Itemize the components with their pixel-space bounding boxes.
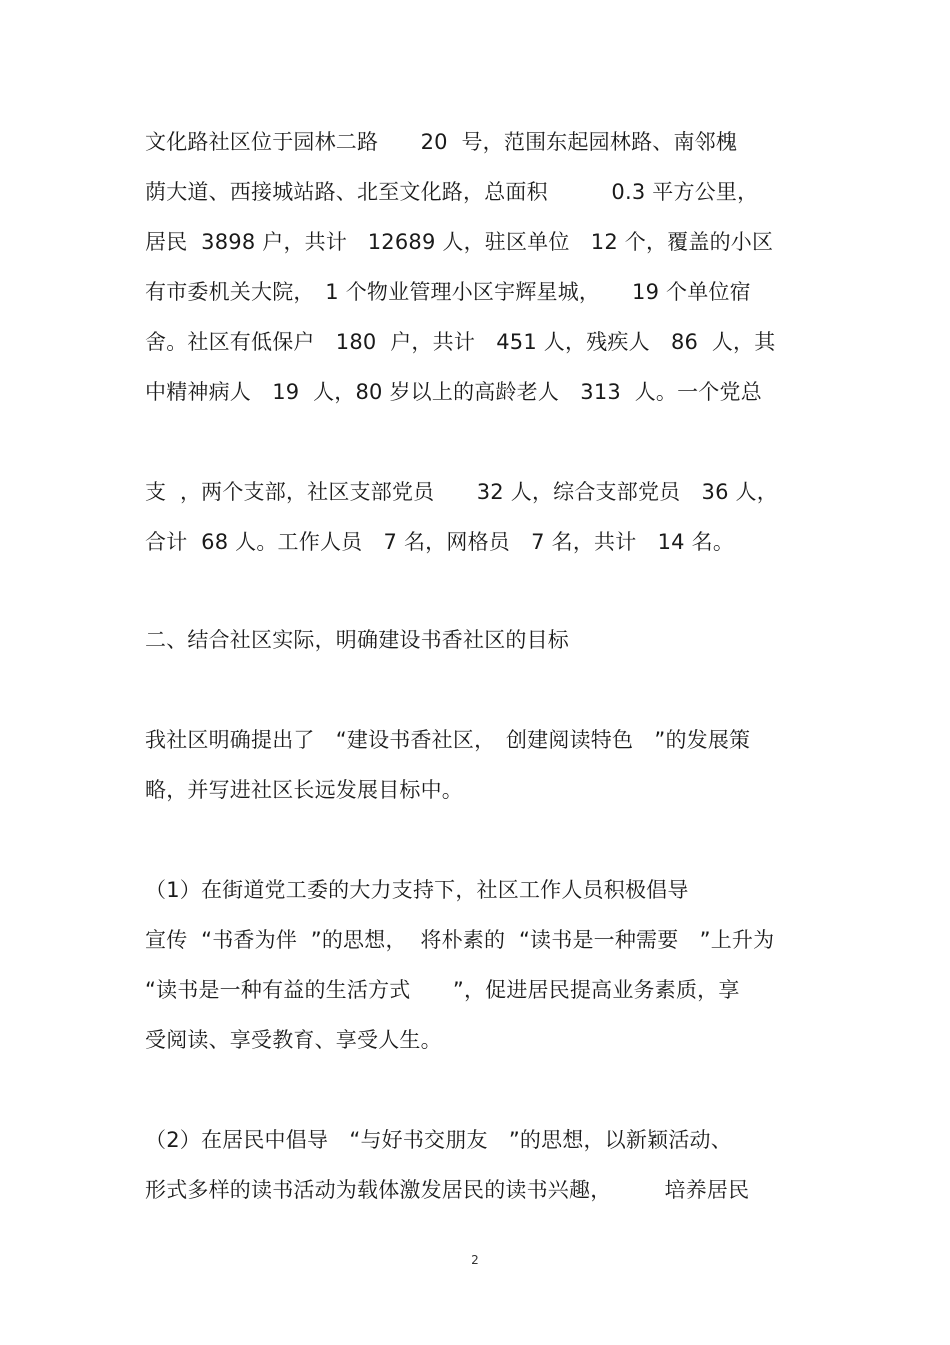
body-text-line: 我社区明确提出了 “建设书香社区， 创建阅读特色 ”的发展策 xyxy=(145,728,751,752)
body-text-line: 有市委机关大院， 1 个物业管理小区宇辉星城， 19 个单位宿 xyxy=(145,280,751,304)
body-text-line: 文化路社区位于园林二路 20 号，范围东起园林路、南邻槐 xyxy=(145,130,738,154)
body-text-line: 中精神病人 19 人，80 岁以上的高龄老人 313 人。一个党总 xyxy=(145,380,762,404)
body-text-line: （2）在居民中倡导 “与好书交朋友 ”的思想，以新颖活动、 xyxy=(145,1128,732,1152)
body-text-line: 略，并写进社区长远发展目标中。 xyxy=(145,778,463,802)
body-text-line: 合计 68 人。工作人员 7 名，网格员 7 名，共计 14 名。 xyxy=(145,530,735,554)
section-heading: 二、结合社区实际，明确建设书香社区的目标 xyxy=(145,628,569,652)
body-text-line: 宣传 “书香为伴 ”的思想， 将朴素的 “读书是一种需要 ”上升为 xyxy=(145,928,775,952)
body-text-line: （1）在街道党工委的大力支持下，社区工作人员积极倡导 xyxy=(145,878,689,902)
body-text-line: 受阅读、享受教育、享受人生。 xyxy=(145,1028,442,1052)
body-text-line: 荫大道、西接城站路、北至文化路，总面积 0.3 平方公里， xyxy=(145,180,759,204)
body-text-line: 舍。社区有低保户 180 户，共计 451 人，残疾人 86 人，其 xyxy=(145,330,776,354)
body-text-line: 形式多样的读书活动为载体激发居民的读书兴趣， 培养居民 xyxy=(145,1178,750,1202)
body-text-line: “读书是一种有益的生活方式 ”，促进居民提高业务素质，享 xyxy=(145,978,740,1002)
page-number: 2 xyxy=(471,1253,479,1267)
body-text-line: 支 ，两个支部，社区支部党员 32 人，综合支部党员 36 人， xyxy=(145,480,778,504)
body-text-line: 居民 3898 户，共计 12689 人，驻区单位 12 个，覆盖的小区 xyxy=(145,230,774,254)
